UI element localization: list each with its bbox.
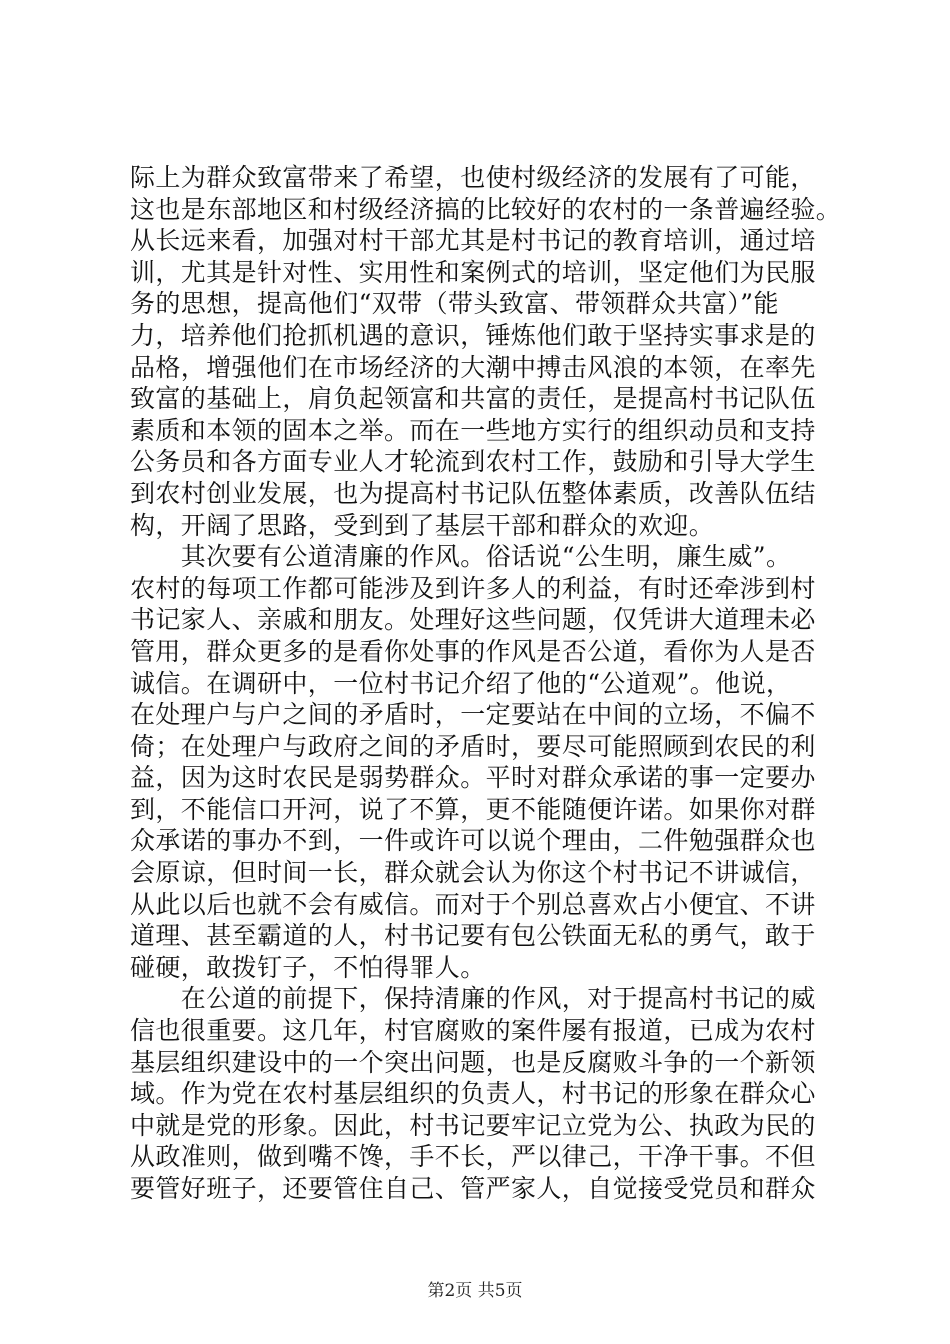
text-line: 务的思想，提高他们“双带（带头致富、带领群众共富）”能 [130, 289, 779, 319]
text-line: 要管好班子，还要管住自己、管严家人，自觉接受党员和群众 [130, 1174, 816, 1203]
text-line: 到农村创业发展，也为提高村书记队伍整体素质，改善队伍结 [130, 478, 816, 508]
text-line: 际上为群众致富带来了希望，也使村级经济的发展有了可能， [130, 163, 816, 192]
text-line: 基层组织建设中的一个突出问题，也是反腐败斗争的一个新领 [130, 1047, 816, 1077]
text-line: 信也很重要。这几年，村官腐败的案件屡有报道，已成为农村 [130, 1016, 816, 1046]
text-line: 构，开阔了思路，受到到了基层干部和群众的欢迎。 [130, 510, 715, 540]
text-line: 碰硬，敢拨钉子，不怕得罪人。 [130, 952, 486, 982]
text-line: 农村的每项工作都可能涉及到许多人的利益，有时还牵涉到村 [130, 573, 816, 603]
text-line: 域。作为党在农村基层组织的负责人，村书记的形象在群众心 [130, 1079, 816, 1109]
text-line: 书记家人、亲戚和朋友。处理好这些问题，仅凭讲大道理未必 [130, 605, 816, 635]
text-line: 到，不能信口开河，说了不算，更不能随便许诺。如果你对群 [130, 794, 816, 824]
text-line: 在公道的前提下，保持清廉的作风，对于提高村书记的威 [130, 984, 816, 1014]
text-line: 其次要有公道清廉的作风。俗话说“公生明，廉生威”。 [130, 542, 792, 572]
text-line: 致富的基础上，肩负起领富和共富的责任，是提高村书记队伍 [130, 384, 816, 414]
page-footer: 第2页 共5页 [427, 1281, 523, 1301]
text-line: 品格，增强他们在市场经济的大潮中搏击风浪的本领，在率先 [130, 352, 816, 382]
text-line: 训，尤其是针对性、实用性和案例式的培训，坚定他们为民服 [130, 257, 816, 287]
text-line: 中就是党的形象。因此，村书记要牢记立党为公、执政为民的 [130, 1110, 816, 1140]
text-line: 在处理户与户之间的矛盾时，一定要站在中间的立场，不偏不 [130, 700, 816, 730]
text-line: 众承诺的事办不到，一件或许可以说个理由，二件勉强群众也 [130, 826, 816, 856]
text-line: 管用，群众更多的是看你处事的作风是否公道，看你为人是否 [130, 636, 816, 666]
text-line: 这也是东部地区和村级经济搞的比较好的农村的一条普遍经验。 [130, 194, 842, 224]
text-line: 诚信。在调研中，一位村书记介绍了他的“公道观”。他说， [130, 668, 792, 698]
text-line: 素质和本领的固本之举。而在一些地方实行的组织动员和支持 [130, 415, 816, 445]
text-line: 从政准则，做到嘴不馋，手不长，严以律己，干净干事。不但 [130, 1142, 816, 1172]
text-line: 力，培养他们抢抓机遇的意识，锤炼他们敢于坚持实事求是的 [130, 320, 816, 350]
text-line: 倚；在处理户与政府之间的矛盾时，要尽可能照顾到农民的利 [130, 731, 816, 761]
text-line: 道理、甚至霸道的人，村书记要有包公铁面无私的勇气，敢于 [130, 921, 816, 951]
text-line: 益，因为这时农民是弱势群众。平时对群众承诺的事一定要办 [130, 763, 816, 793]
text-line: 从此以后也就不会有威信。而对于个别总喜欢占小便宜、不讲 [130, 889, 816, 919]
text-line: 从长远来看，加强对村干部尤其是村书记的教育培训，通过培 [130, 226, 816, 256]
document-body [130, 162, 842, 1205]
text-line: 会原谅，但时间一长，群众就会认为你这个村书记不讲诚信， [130, 858, 816, 888]
text-line: 公务员和各方面专业人才轮流到农村工作，鼓励和引导大学生 [130, 447, 816, 477]
